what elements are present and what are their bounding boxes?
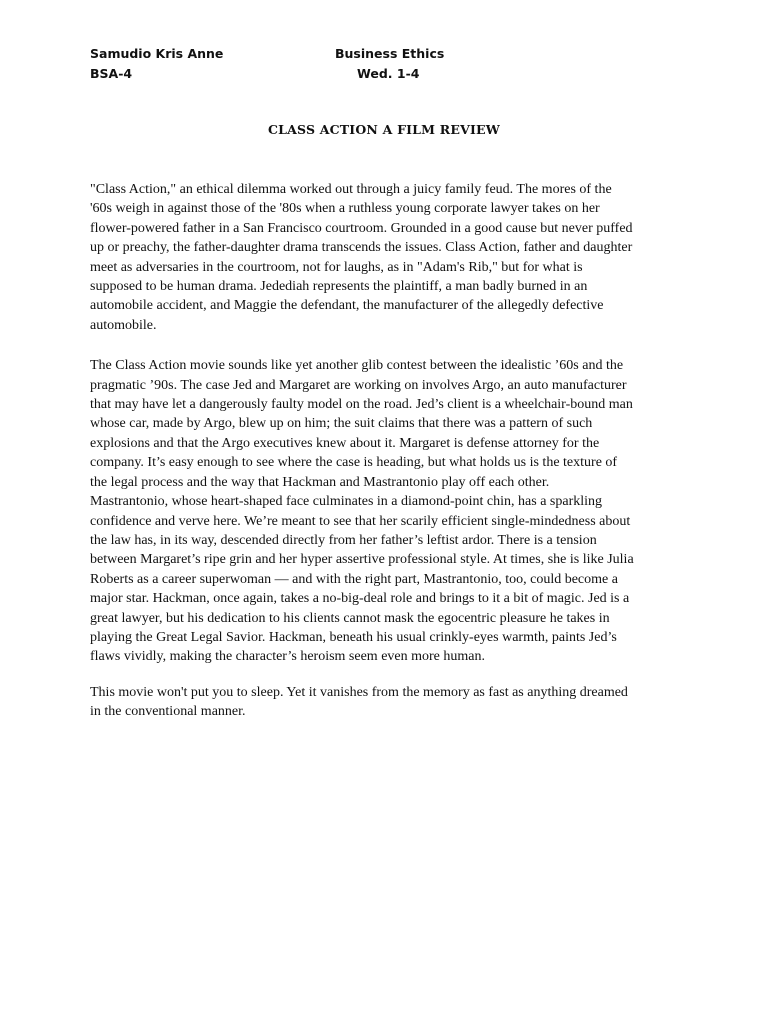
class-schedule: Wed. 1-4 xyxy=(357,66,420,81)
text-line: between Margaret’s ripe grin and her hyper assertive professional style. At times, she is like Julia xyxy=(90,552,634,568)
text-line: the law has, in its way, descended directly from her father’s leftist ardor. There is a tension xyxy=(90,532,597,548)
text-line: explosions and that the Argo executives knew about it. Margaret is defense attorney for the xyxy=(90,435,600,451)
text-line: flaws vividly, making the character’s heroism seem even more human. xyxy=(90,649,485,665)
document-title: CLASS ACTION A FILM REVIEW xyxy=(267,122,500,137)
paragraph-3 xyxy=(90,683,680,722)
paragraph-1 xyxy=(90,180,680,335)
text-line: meet as adversaries in the courtroom, not for laughs, as in "Adam's Rib," but for what is xyxy=(90,259,583,275)
text-line: Mastrantonio, whose heart-shaped face culminates in a diamond-point chin, has a sparkling xyxy=(90,494,603,510)
text-line: supposed to be human drama. Jedediah represents the plaintiff, a man badly burned in an xyxy=(90,279,588,295)
text-line: flower-powered father in a San Francisco courtroom. Grounded in a good cause but never puffed xyxy=(90,220,633,236)
text-line: confidence and verve here. We’re meant to see that her scarily efficient single-mindedness about xyxy=(90,513,631,529)
text-line: pragmatic ’90s. The case Jed and Margaret are working on involves Argo, an auto manufacturer xyxy=(90,377,627,393)
document-header xyxy=(90,46,690,92)
text-line: automobile accident, and Maggie the defendant, the manufacturer of the allegedly defective xyxy=(90,298,604,314)
text-line: "Class Action," an ethical dilemma worked out through a juicy family feud. The mores of the xyxy=(90,182,612,197)
text-line: This movie won't put you to sleep. Yet it vanishes from the memory as fast as anything dreamed xyxy=(90,684,628,700)
student-name: Samudio Kris Anne xyxy=(90,46,224,61)
text-line: the legal process and the way that Hackman and Mastrantonio play off each other. xyxy=(90,474,550,490)
text-line: up or preachy, the father-daughter drama transcends the issues. Class Action, father and daughter xyxy=(90,240,633,256)
text-line: automobile. xyxy=(90,317,157,333)
student-section: BSA-4 xyxy=(90,66,133,81)
text-line: major star. Hackman, once again, takes a no-big-deal role and brings to it a bit of magic. Jed is a xyxy=(90,591,630,607)
text-line: great lawyer, but his dedication to his clients cannot mask the egocentric pleasure he takes in xyxy=(90,610,610,626)
text-line: Roberts as a career superwoman — and with the right part, Mastrantonio, too, could become a xyxy=(90,571,618,587)
text-line: whose car, made by Argo, blew up on him; the suit claims that there was a pattern of such xyxy=(90,416,593,432)
text-line: '60s weigh in against those of the '80s when a ruthless young corporate lawyer takes on her xyxy=(90,201,600,217)
text-line: The Class Action movie sounds like yet another glib contest between the idealistic ’60s and the xyxy=(90,358,624,374)
text-line: that may have let a dangerously faulty model on the road. Jed’s client is a wheelchair-bound man xyxy=(90,397,633,413)
course-name: Business Ethics xyxy=(335,46,445,61)
text-line: playing the Great Legal Savior. Hackman, beneath his usual crinkly-eyes warmth, paints Jed’s xyxy=(90,629,617,645)
paragraph-2 xyxy=(90,356,680,667)
document-body xyxy=(90,180,680,722)
text-line: in the conventional manner. xyxy=(90,704,246,720)
text-line: company. It’s easy enough to see where the case is heading, but what holds us is the texture of xyxy=(90,455,618,471)
